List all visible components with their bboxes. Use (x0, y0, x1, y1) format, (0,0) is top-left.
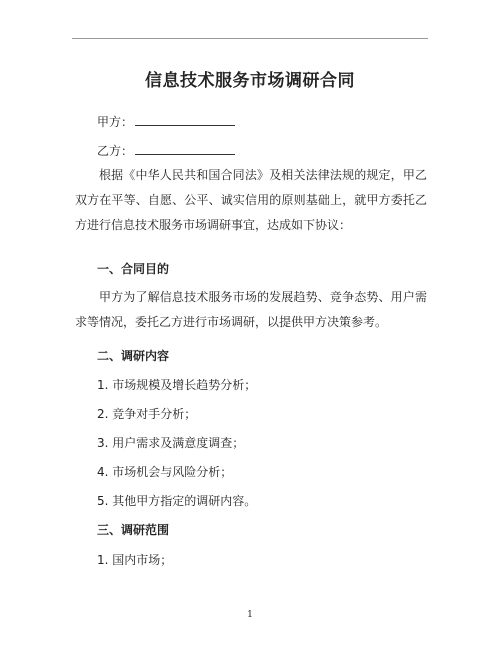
section-3-heading: 三、调研范围 (97, 523, 170, 537)
header-rule (72, 38, 428, 39)
party-b-blank (135, 143, 235, 155)
section-2-item: 2. 竞争对手分析； (97, 407, 197, 421)
party-a-blank (135, 114, 235, 126)
section-2-heading: 二、调研内容 (97, 349, 170, 363)
section-1-body: 甲方为了解信息技术服务市场的发展趋势、竞争态势、用户需求等情况，委托乙方进行市场调研，以提供甲方决策参考。 (75, 290, 427, 329)
document-title: 信息技术服务市场调研合同 (145, 71, 355, 91)
party-a-label: 甲方： (97, 115, 134, 129)
section-2-item: 5. 其他甲方指定的调研内容。 (97, 494, 257, 508)
party-b-label: 乙方： (97, 144, 134, 158)
section-2-item: 1. 市场规模及增长趋势分析； (97, 378, 257, 392)
section-2-item: 3. 用户需求及满意度调查； (97, 436, 245, 450)
section-2-item: 4. 市场机会与风险分析； (97, 465, 233, 479)
section-1-heading: 一、合同目的 (97, 262, 170, 276)
party-a-line (97, 113, 235, 130)
section-3-item: 1. 国内市场； (97, 553, 173, 567)
party-b-line (97, 142, 235, 159)
intro-paragraph: 根据《中华人民共和国合同法》及相关法律法规的规定，甲乙双方在平等、自愿、公平、诚实信用的原则基础上，就甲方委托乙方进行信息技术服务市场调研事宜，达成如下协议： (75, 168, 427, 232)
page-number: 1 (247, 610, 253, 620)
